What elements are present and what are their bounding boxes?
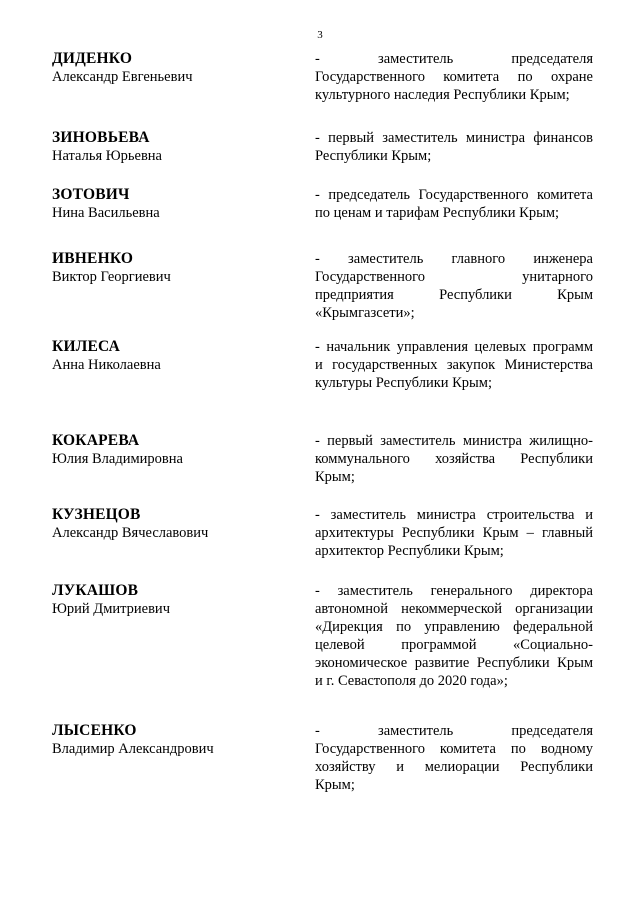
position-line: «Дирекция по управлению федеральной xyxy=(315,619,593,635)
position-line: - первый заместитель министра финансов xyxy=(315,130,593,146)
member-surname: КУЗНЕЦОВ xyxy=(52,506,141,523)
position-line: автономной некоммерческой организации xyxy=(315,601,593,617)
member-surname: ИВНЕНКО xyxy=(52,250,134,267)
position-line: целевой программой «Социально- xyxy=(315,637,593,653)
position-line: архитектуры Республики Крым – главный xyxy=(315,525,593,541)
position-line: предприятия Республики Крым xyxy=(315,287,593,303)
member-position xyxy=(315,250,593,322)
member-given-names: Юрий Дмитриевич xyxy=(52,601,170,617)
member-surname: ЛУКАШОВ xyxy=(52,582,139,599)
position-line: - начальник управления целевых программ xyxy=(315,339,593,355)
position-line: архитектор Республики Крым; xyxy=(315,543,504,559)
position-line: культуры Республики Крым; xyxy=(315,375,492,391)
member-surname: КОКАРЕВА xyxy=(52,432,140,449)
position-line: - первый заместитель министра жилищно- xyxy=(315,433,593,449)
member-given-names: Анна Николаевна xyxy=(52,357,161,373)
position-line: культурного наследия Республики Крым; xyxy=(315,87,570,103)
position-line: Республики Крым; xyxy=(315,148,432,164)
position-line: - заместитель главного инженера xyxy=(315,251,593,267)
member-surname: ЗИНОВЬЕВА xyxy=(52,129,150,146)
member-person xyxy=(52,506,292,542)
member-position xyxy=(315,129,593,165)
member-surname: КИЛЕСА xyxy=(52,338,120,355)
member-given-names: Виктор Георгиевич xyxy=(52,269,171,285)
member-given-names: Наталья Юрьевна xyxy=(52,148,162,164)
position-line: Государственного комитета по охране xyxy=(315,69,593,85)
member-person xyxy=(52,186,292,222)
member-given-names: Нина Васильевна xyxy=(52,205,160,221)
member-person xyxy=(52,432,292,468)
member-person xyxy=(52,582,292,618)
position-line: и государственных закупок Министерства xyxy=(315,357,593,373)
position-line: Крым; xyxy=(315,777,355,793)
member-person xyxy=(52,50,292,86)
member-position xyxy=(315,582,593,690)
member-person xyxy=(52,722,292,758)
member-position xyxy=(315,506,593,560)
position-line: хозяйству и мелиорации Республики xyxy=(315,759,593,775)
position-line: - председатель Государственного комитета xyxy=(315,187,593,203)
member-position xyxy=(315,432,593,486)
member-surname: ЛЫСЕНКО xyxy=(52,722,137,739)
member-given-names: Александр Вячеславович xyxy=(52,525,209,541)
member-given-names: Александр Евгеньевич xyxy=(52,69,193,85)
member-given-names: Владимир Александрович xyxy=(52,741,214,757)
member-position xyxy=(315,338,593,392)
member-given-names: Юлия Владимировна xyxy=(52,451,183,467)
page-number: 3 xyxy=(317,29,323,41)
position-line: Крым; xyxy=(315,469,355,485)
member-person xyxy=(52,338,292,374)
position-line: Государственного унитарного xyxy=(315,269,593,285)
position-line: - заместитель председателя xyxy=(315,723,593,739)
position-line: по ценам и тарифам Республики Крым; xyxy=(315,205,560,221)
member-position xyxy=(315,50,593,104)
member-person xyxy=(52,129,292,165)
member-surname: ЗОТОВИЧ xyxy=(52,186,130,203)
position-line: «Крымгазсети»; xyxy=(315,305,415,321)
position-line: - заместитель министра строительства и xyxy=(315,507,593,523)
position-line: коммунального хозяйства Республики xyxy=(315,451,593,467)
member-surname: ДИДЕНКО xyxy=(52,50,133,67)
position-line: - заместитель председателя xyxy=(315,51,593,67)
member-position xyxy=(315,186,593,222)
member-person xyxy=(52,250,292,286)
position-line: - заместитель генерального директора xyxy=(315,583,593,599)
member-position xyxy=(315,722,593,794)
position-line: экономическое развитие Республики Крым xyxy=(315,655,593,671)
position-line: и г. Севастополя до 2020 года»; xyxy=(315,673,508,689)
position-line: Государственного комитета по водному xyxy=(315,741,593,757)
